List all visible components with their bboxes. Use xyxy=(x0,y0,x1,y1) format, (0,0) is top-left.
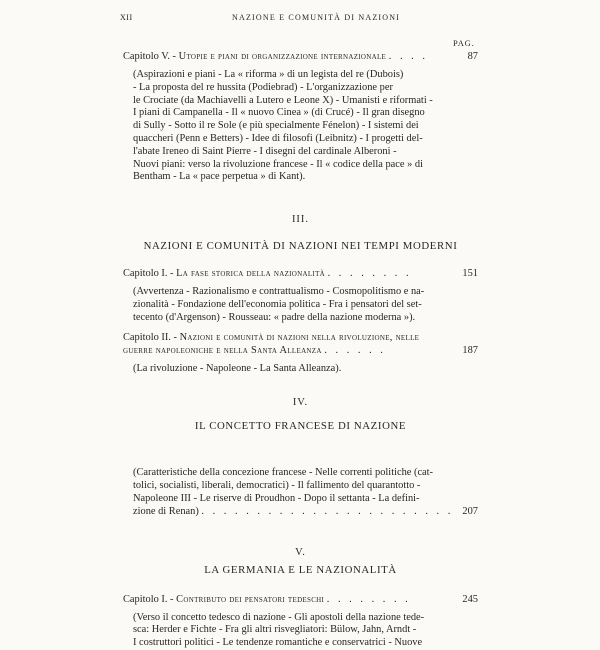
chapter-heading-cont xyxy=(123,344,478,357)
chapter-heading xyxy=(123,331,478,344)
chapter-title-line: guerre napoleoniche e nella Santa Alleanza xyxy=(123,344,322,356)
chapter-description xyxy=(133,612,478,650)
desc-line: sca: Herder e Fichte - Fra gli altri risvegliatori: Bülow, Jahn, Arndt - xyxy=(133,624,417,636)
desc-line: (La rivoluzione - Napoleone - La Santa Alleanza). xyxy=(133,362,342,374)
desc-line: l'abate Ireneo di Saint Pierre - I disegni del cardinale Alberoni - xyxy=(133,145,397,157)
running-title: NAZIONE E COMUNITÀ DI NAZIONI xyxy=(232,13,401,22)
toc-entry-chapter-v xyxy=(123,50,478,63)
chapter-heading xyxy=(123,50,478,63)
chapter-heading xyxy=(123,593,478,606)
desc-line: di Sully - Sotto il re Sole (e più specialmente Fénelon) - I sistemi dei xyxy=(133,120,419,132)
chapter-page-number: 245 xyxy=(462,593,478,605)
desc-line: quaccheri (Penn e Betters) - Idee di filosofi (Leibnitz) - I progetti del- xyxy=(133,132,423,144)
desc-line: (Aspirazioni e piani - La « riforma » di un legista del re (Dubois) xyxy=(133,69,404,80)
chapter-description xyxy=(133,467,478,518)
leader-dots: . . . . xyxy=(388,51,428,62)
desc-line: tolici, socialisti, liberali, democratici) - Il fallimento del quarantotto - xyxy=(133,480,421,492)
desc-line xyxy=(133,506,478,519)
desc-line: I costruttori politici - Le tendenze romantiche e conservatrici - Nuove xyxy=(133,637,423,649)
part-title: LA GERMANIA E LE NAZIONALITÀ xyxy=(204,563,397,576)
chapter-title: Contributo dei pensatori tedeschi xyxy=(176,593,325,605)
leader-dots: . . . . . . . . . . . . . . . . . . . . . . . xyxy=(201,505,454,517)
toc-entry-chapter-i xyxy=(123,593,478,606)
page-number: XII xyxy=(120,13,133,22)
desc-line: (Verso il concetto tedesco di nazione - Gli apostoli della nazione tede- xyxy=(133,611,425,623)
leader-dots: . . . . . . xyxy=(324,344,386,356)
desc-line: (Avvertenza - Razionalismo e contrattualismo - Cosmopolitismo e na- xyxy=(133,286,425,298)
toc-entry-chapter-i xyxy=(123,267,478,280)
desc-line: le Crociate (da Machiavelli a Lutero e Leone X) - Umanisti e riformati - xyxy=(133,94,433,106)
chapter-page-number: 207 xyxy=(462,505,478,517)
chapter-label: Capitolo V. - xyxy=(123,51,177,62)
chapter-title-line: Nazioni e comunità di nazioni nella rivoluzione, nelle xyxy=(179,331,420,343)
desc-line: (Caratteristiche della concezione francese - Nelle correnti politiche (cat- xyxy=(133,467,434,479)
leader-dots: . . . . . . . . xyxy=(327,268,412,280)
toc-entry-chapter-ii xyxy=(123,331,478,357)
table-of-contents xyxy=(123,38,478,650)
desc-line: Bentham - La « pace perpetua » di Kant). xyxy=(133,171,306,183)
chapter-description xyxy=(133,69,478,184)
part-title: IL CONCETTO FRANCESE DI NAZIONE xyxy=(194,420,407,433)
part-numeral: V. xyxy=(295,546,306,558)
desc-line: - La proposta del re hussita (Podiebrad) - L'organizzazione per xyxy=(133,81,393,93)
part-numeral: IV. xyxy=(292,397,309,409)
desc-line: zionalità - Fondazione dell'economia politica - Fra i pensatori del set- xyxy=(133,298,422,310)
chapter-page-number: 187 xyxy=(462,344,478,356)
chapter-heading xyxy=(123,267,478,280)
desc-line: Nuovi piani: verso la rivoluzione francese - Il « codice della pace » di xyxy=(133,158,423,170)
chapter-title: Utopie e piani di organizzazione internazionale xyxy=(178,51,387,62)
leader-dots: . . . . . . . . xyxy=(326,593,411,605)
desc-line-text: zione di Renan) xyxy=(133,505,199,517)
desc-line: tecento (d'Argenson) - Rousseau: « padre della nazione moderna »). xyxy=(133,311,416,323)
chapter-label: Capitolo I. - xyxy=(123,593,174,605)
desc-line: I piani di Campanella - Il « nuovo Cinea » (di Crucé) - Il gran disegno xyxy=(133,107,425,119)
part-numeral: III. xyxy=(291,214,310,226)
chapter-description xyxy=(133,363,478,376)
desc-line: Napoleone III - Le riserve di Proudhon - Dopo il settanta - La defini- xyxy=(133,492,420,504)
pag-label: PAG. xyxy=(453,38,475,48)
chapter-title: La fase storica della nazionalità xyxy=(176,268,325,280)
chapter-page-number: 151 xyxy=(462,268,478,280)
chapter-label: Capitolo I. - xyxy=(123,268,174,280)
part-title: NAZIONI E COMUNITÀ DI NAZIONI NEI TEMPI MODERNI xyxy=(143,240,458,253)
chapter-page-number: 87 xyxy=(467,51,478,62)
chapter-description xyxy=(133,286,478,324)
chapter-label: Capitolo II. - xyxy=(123,331,177,343)
